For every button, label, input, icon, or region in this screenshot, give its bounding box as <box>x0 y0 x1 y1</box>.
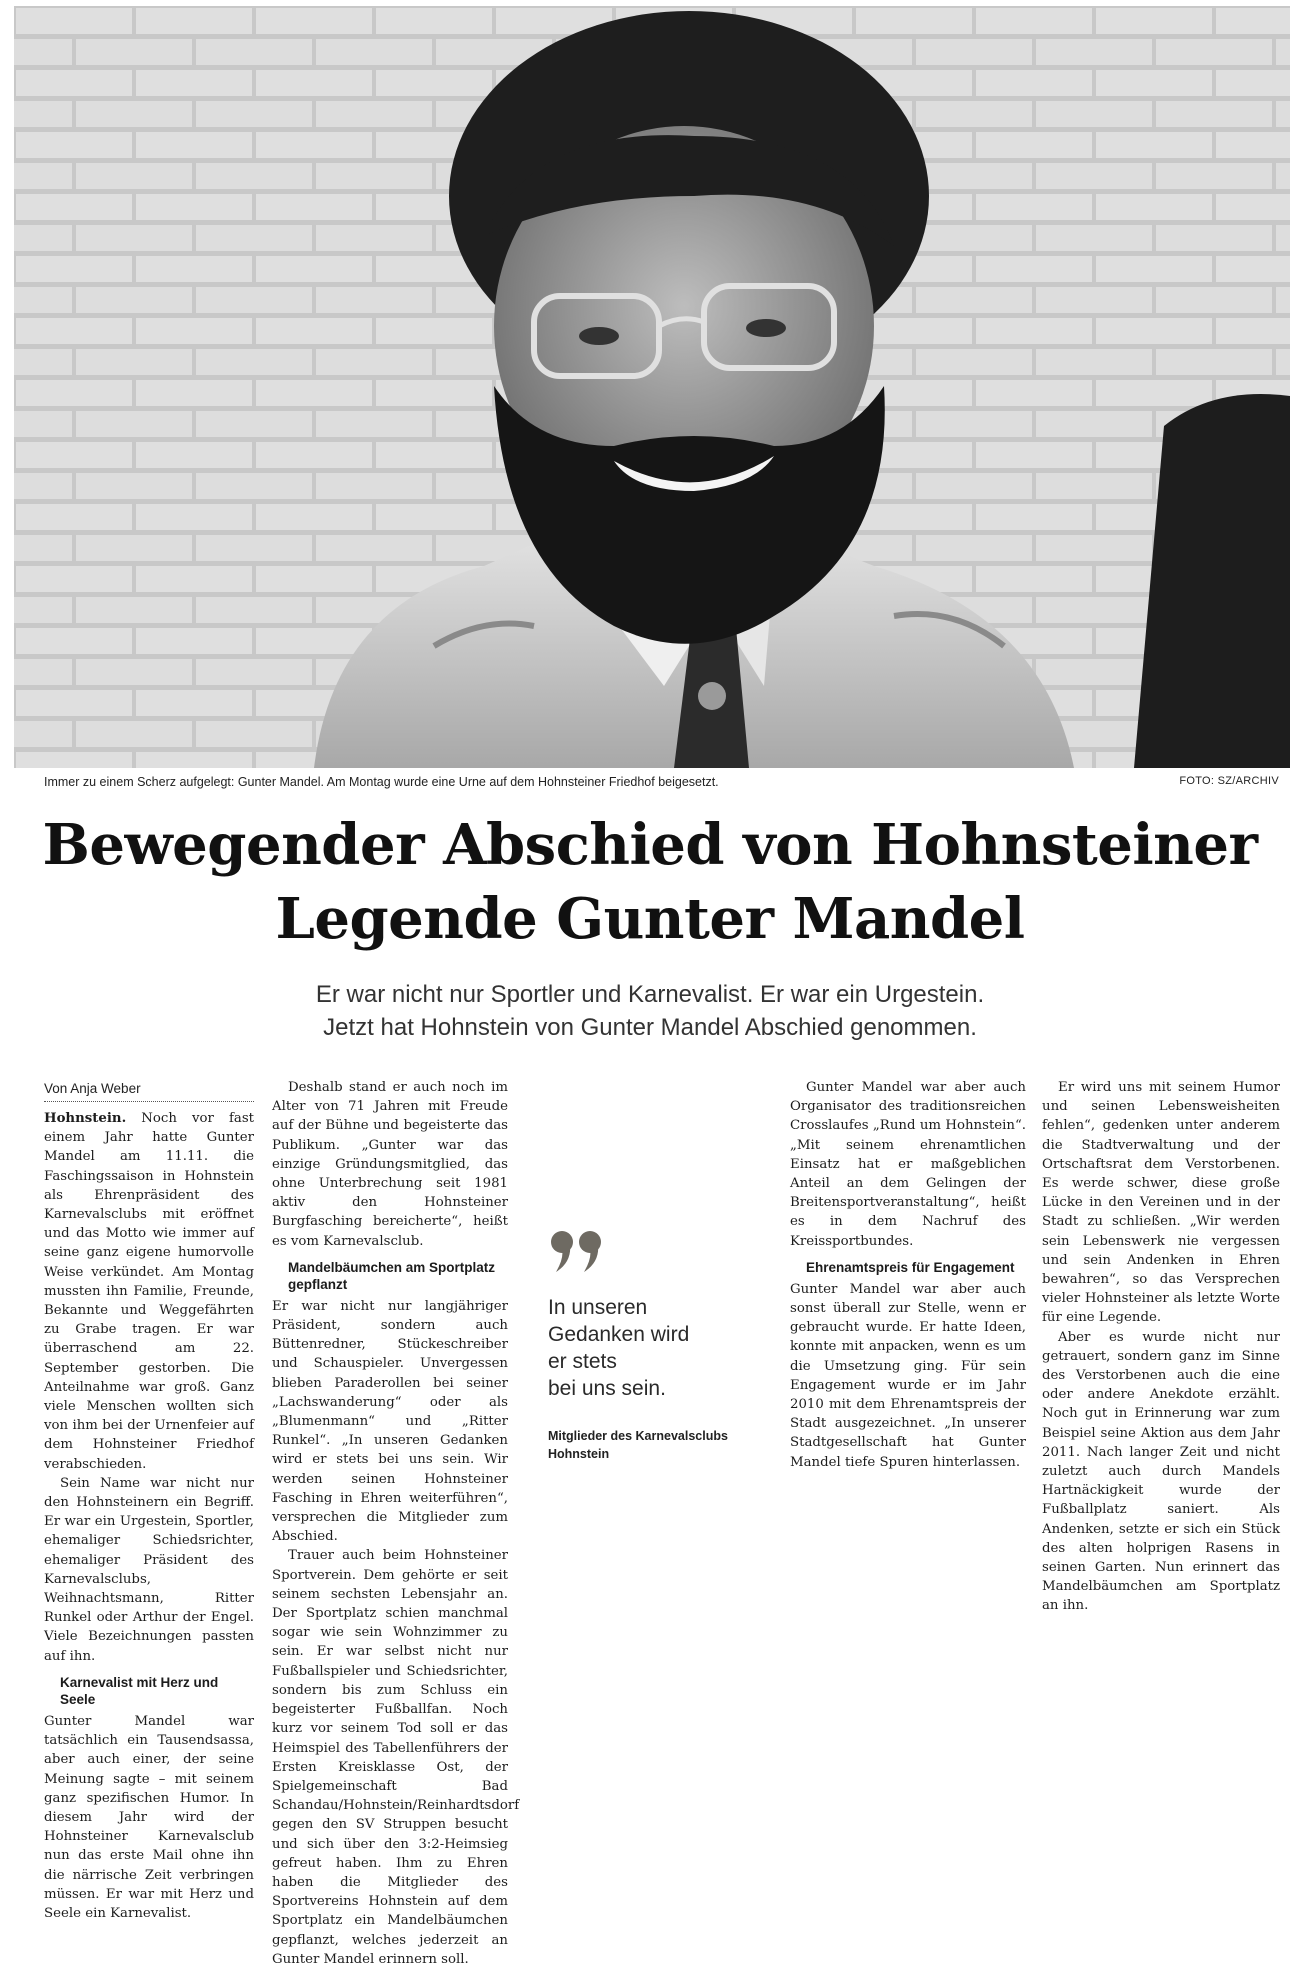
pull-quote-attribution <box>548 1427 748 1463</box>
headline-line-2: Legende Gunter Mandel <box>275 886 1025 952</box>
column-4 <box>1042 1078 1280 1616</box>
attribution-line-2: Hohnstein <box>548 1447 610 1461</box>
photo-caption <box>44 775 1300 793</box>
paragraph-2: Sein Name war nicht nur den Hohnsteinern ein Begriff. Er war ein Urgestein, Sportler, ehemaliger Schiedsrichter, ehemaliger Präsident des Karnevalsclubs, Weihnachtsmann, Ritter Runkel oder Arthur der Engel. Viele Bezeichnungen passten auf ihn. <box>44 1475 254 1664</box>
subheadline <box>120 978 1180 1044</box>
paragraph-8: Gunter Mandel war aber auch sonst überall zur Stelle, wenn er gebraucht wurde. Er hatte Ideen, konnte mit anpacken, wenn es um die Umsetzung ging. Für sein Engagement wurde er im Jahr 2010 mit dem Ehrenamtspreis der Stadt ausgezeichnet. „In unserer Stadtgesellschaft hat Gunter Mandel tiefe Spuren hinterlassen. <box>790 1281 1026 1470</box>
pull-quote-line-1: In unseren <box>548 1296 648 1319</box>
paragraph-7: Gunter Mandel war aber auch Organisator des traditionsreichen Crosslaufes „Rund um Hohnstein“. „Mit seinem ehrenamtlichen Einsatz hat er maßgeblichen Anteil an dem Gelingen der Breitensportveranstaltung“, heißt es in dem Nachruf des Kreissportbundes. <box>790 1080 1026 1249</box>
paragraph-3: Gunter Mandel war tatsächlich ein Tausendsassa, aber auch einer, der seine Meinung sagte – mit seinem ganz spezifischen Humor. In diesem Jahr wird der Hohnsteiner Karnevalsclub nun das erste Mail ohne ihn die närrische Zeit verbringen müssen. Er war mit Herz und Seele ein Karnevalist. <box>44 1713 254 1921</box>
paragraph-5: Er war nicht nur langjähriger Präsident, sondern auch Büttenredner, Stückeschreiber und Schauspieler. Unvergessen blieben Paraderollen bei seiner „Lachswanderung“ oder als „Blumenmann“ und „Ritter Runkel“. „In unseren Gedanken wird er stets bei uns sein. Wir werden seinen Hohnsteiner Fasching in Ehren weiterführen“, versprechen die Mitglieder zum Abschied. <box>272 1298 508 1545</box>
subhead-line-1: Er war nicht nur Sportler und Karnevalist. Er war ein Urgestein. <box>315 981 985 1008</box>
column-3 <box>790 1078 1026 1472</box>
pull-quote-line-2: Gedanken wird <box>548 1323 690 1346</box>
caption-text: Immer zu einem Scherz aufgelegt: Gunter Mandel. Am Montag wurde eine Urne auf dem Hohnsteiner Friedhof beigesetzt. <box>44 775 719 789</box>
paragraph-6: Trauer auch beim Hohnsteiner Sportverein. Dem gehörte er seit seinem sechsten Lebensjahr an. Der Sportplatz schien manchmal sogar wie sein Wohnzimmer zu sein. Er war selbst nicht nur Fußballspieler und Schiedsrichter, sondern bis zum Schluss ein begeisterter Fußballfan. Noch kurz vor seinem Tod soll er das Heimspiel des Tabellenführers der Ersten Kreisklasse Ost, der Spielgemeinschaft Bad Schandau/Hohnstein/Reinhardtsdorf gegen den SV Struppen besucht und sich über den 3:2-Heimsieg gefreut haben. Ihm zu Ehren haben die Mitglieder des Sportvereins Hohnstein auf dem Sportplatz ein Mandelbäumchen gepflanzt, welches jederzeit an Gunter Mandel erinnern soll. <box>272 1548 520 1967</box>
column-1 <box>44 1109 254 1923</box>
subheading-ehrenamtspreis: Ehrenamtspreis für Engagement <box>806 1259 1015 1275</box>
subhead-line-2: Jetzt hat Hohnstein von Gunter Mandel Abschied genommen. <box>323 1014 977 1041</box>
paragraph-10: Aber es wurde nicht nur getrauert, sondern ganz im Sinne des Verstorbenen auch die eine oder andere Anekdote erzählt. Noch gut in Erinnerung war zum Beispiel seine Aktion aus dem Jahr 2011. Nach langer Zeit und nicht zuletzt auch durch Mandels Hartnäckigkeit wurde der Fußballplatz saniert. Als Andenken, setzte er sich ein Stück des alten holprigen Rasens in seinen Garten. Nun erinnert das Mandelbäumchen am Sportplatz an ihn. <box>1042 1329 1280 1614</box>
paragraph-1 <box>44 1109 254 1474</box>
subheading-mandelbaeumchen: Mandelbäumchen am Sportplatz gepflanzt <box>288 1259 496 1292</box>
headline-line-1: Bewegender Abschied von Hohnsteiner <box>42 812 1258 878</box>
pull-quote-line-3: er stets <box>548 1350 617 1373</box>
quote-mark-icon <box>548 1228 608 1276</box>
column-2 <box>272 1078 520 1969</box>
paragraph-4: Deshalb stand er auch noch im Alter von 71 Jahren mit Freude auf der Bühne und begeisterte das Publikum. „Gunter war das einzige Gründungsmitglied, das ohne Unterbrechung seit 1981 aktiv den Hohnsteiner Burgfasching bereicherte“, heißt es vom Karnevalsclub. <box>272 1080 508 1249</box>
photo-credit: FOTO: SZ/ARCHIV <box>1179 775 1279 787</box>
headline <box>20 808 1280 956</box>
pull-quote-line-4: bei uns sein. <box>548 1377 666 1400</box>
paragraph-1-text: Noch vor fast einem Jahr hatte Gunter Mandel am 11.11. die Faschingssaison in Hohnstein als Ehrenpräsident des Karnevalsclubs mit eröffnet und das Motto wie immer auf seine ganz eigene humorvolle Weise verkündet. Am Montag mussten ihn Familie, Freunde, Bekannte und Weggefährten zu Grabe tragen. Er war überraschend am 22. September gestorben. Die Anteilnahme war groß. Ganz viele Menschen wollten sich von ihm bei der Urnenfeier auf dem Hohnsteiner Friedhof verabschieden. <box>44 1111 254 1472</box>
byline: Von Anja Weber <box>44 1081 254 1102</box>
article-photo <box>14 6 1290 768</box>
pull-quote <box>548 1294 748 1402</box>
subheading-karnevalist: Karnevalist mit Herz und Seele <box>60 1674 219 1707</box>
attribution-line-1: Mitglieder des Karnevalsclubs <box>548 1429 728 1443</box>
portrait-illustration <box>14 6 1290 768</box>
dateline: Hohnstein. <box>44 1111 127 1126</box>
paragraph-9: Er wird uns mit seinem Humor und seinen Lebensweisheiten fehlen“, gedenken unter anderem die Stadtverwaltung und der Ortschaftsrat dem Verstorbenen. Es werde schwer, diese große Lücke in den Vereinen und in der Stadt zu schließen. „Wir werden sein Lebenswerk nie vergessen und sein Andenken in Ehren bewahren“, so das Versprechen vieler Hohnsteiner als letzte Worte für eine Legende. <box>1042 1080 1280 1326</box>
